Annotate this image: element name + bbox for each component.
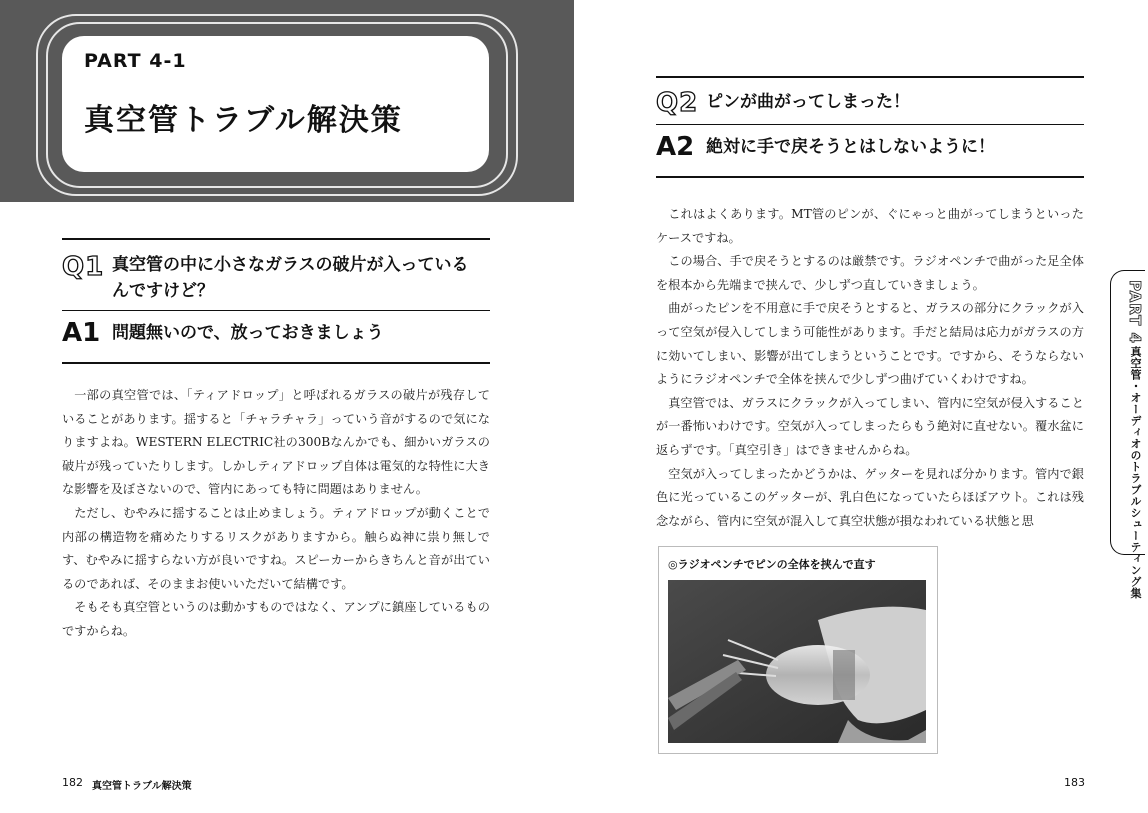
q2-divider [656, 124, 1084, 125]
q1-divider [62, 310, 490, 311]
running-title: 真空管トラブル解決策 [92, 781, 192, 792]
photo-caption: ◎ラジオペンチでピンの全体を挟んで直す [668, 558, 876, 571]
paragraph: この場合、手で戻そうとするのは厳禁です。ラジオペンチで曲がった足全体を根本から先端まで挟んで、少しずつ直していきましょう。 [656, 254, 1084, 292]
right-page [574, 0, 1148, 813]
paragraph: 真空管では、ガラスにクラックが入ってしまい、管内に空気が侵入することが一番怖いわけです。空気が入ってしまったらもう絶対に直せない。覆水盆に返らずです。「真空引き」はできませんからね。 [656, 395, 1084, 457]
a1-answer: 問題無いので、放っておきましょう [112, 323, 384, 343]
page-number-right: 183 [1064, 776, 1085, 789]
a1-mark: A1 [62, 318, 101, 348]
part-label: PART 4-1 [84, 50, 187, 72]
q1-question-line1: 真空管の中に小さなガラスの破片が入っている [112, 255, 469, 275]
paragraph: 一部の真空管では、「ティアドロップ」と呼ばれるガラスの破片が残存していることがあります。揺すると「チャラチャラ」っていう音がするので気になりますよね。WESTERN ELECTRIC社の300Bなんかでも、細かいガラスの破片が残っていたりします。しかしティアドロップ自体は電気的な特性に大きな影響を及ぼさないので、管内にあっても特に問題はありません。 [62, 388, 490, 497]
a1-bottom-rule [62, 362, 490, 364]
paragraph: ただし、むやみに揺することは止めましょう。ティアドロップが動くことで内部の構造物を痛めたりするリスクがありますから。触らぬ神に祟り無しです、むやみに揺すらない方が良いですね。スピーカーからきちんと音が出ているのであれば、そのままお使いいただいて結構です。 [62, 505, 490, 591]
left-body-text [62, 384, 490, 644]
paragraph: 空気が入ってしまったかどうかは、ゲッターを見れば分かります。管内で銀色に光っているこのゲッターが、乳白色になっていたらほぼアウト。これは残念ながら、管内に空気が混入して真空状態が損なわれている状態と思 [656, 466, 1084, 528]
chapter-title: 真空管トラブル解決策 [84, 103, 403, 138]
a2-answer: 絶対に手で戻そうとはしないように！ [706, 137, 995, 157]
q2-question: ピンが曲がってしまった！ [706, 92, 910, 112]
paragraph: そもそも真空管というのは動かすものではなく、アンプに鎮座しているものですからね。 [62, 600, 490, 638]
q2-mark: Q2 [656, 88, 699, 118]
side-tab-title: 真空管・オーディオのトラブルシューティング集 [1129, 346, 1142, 599]
vacuum-tube-photo [668, 580, 926, 743]
q2-top-rule [656, 76, 1084, 78]
a2-bottom-rule [656, 176, 1084, 178]
paragraph: これはよくあります。MT管のピンが、ぐにゃっと曲がってしまうといったケースですね。 [656, 207, 1084, 245]
side-tab-part: PART 4 [1126, 280, 1144, 344]
paragraph: 曲がったピンを不用意に手で戻そうとすると、ガラスの部分にクラックが入って空気が侵入してしまう可能性があります。手だと結局は応力がガラスの方に効いてしまい、影響が出てしまうということです。ですから、そうならないようにラジオペンチで全体を挟んで少しずつ曲げていくわけですね。 [656, 301, 1084, 387]
q1-top-rule [62, 238, 490, 240]
page-number-left: 182 [62, 776, 83, 789]
right-body-text [656, 203, 1084, 533]
q1-question [112, 252, 492, 304]
q1-mark: Q1 [62, 252, 105, 282]
a2-mark: A2 [656, 132, 695, 162]
q1-question-line2: んですけど？ [112, 281, 214, 301]
